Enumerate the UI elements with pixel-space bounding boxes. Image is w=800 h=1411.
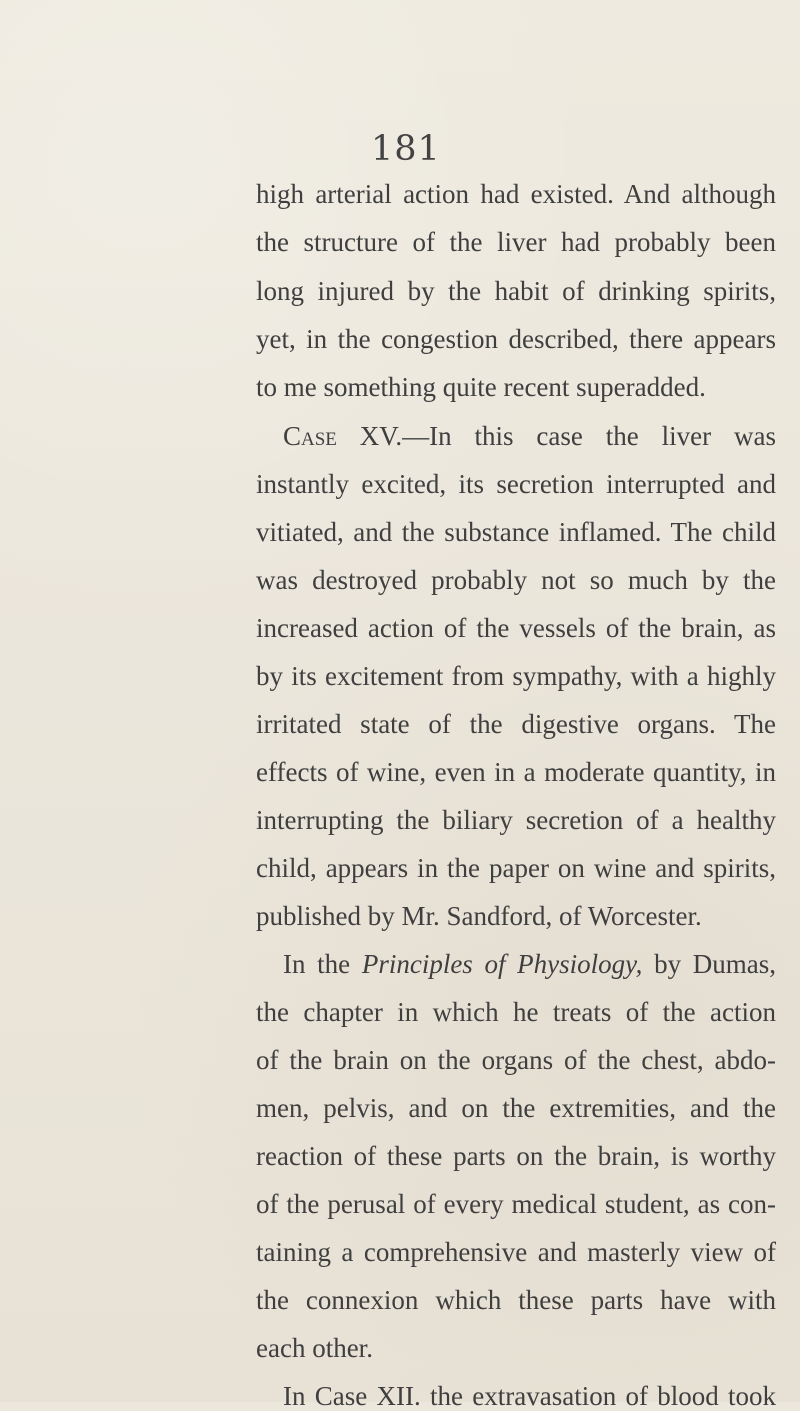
text-line: to me something quite recent superadded. — [256, 372, 706, 402]
reference-prefix: In the — [283, 949, 362, 979]
text-line: each other. — [256, 1333, 373, 1363]
text-line: published by Mr. Sandford, of Worcester. — [256, 901, 702, 931]
text-line: reaction of these parts on the brain, is worthy — [256, 1141, 776, 1171]
text-line: high arterial action had existed. And although — [256, 179, 776, 209]
text-line: of the brain on the organs of the chest, abdo- — [256, 1045, 776, 1075]
text-line: taining a comprehensive and masterly view of — [256, 1237, 776, 1267]
reference-line — [283, 951, 776, 978]
text-line: child, appears in the paper on wine and spirits, — [256, 853, 776, 883]
case-heading-text: XV.—In this case the liver was — [336, 421, 776, 451]
book-title: Principles of Physiology, — [361, 949, 643, 979]
text-line: effects of wine, even in a moderate quantity, in — [256, 757, 776, 787]
text-line: men, pelvis, and on the extremities, and the — [256, 1093, 776, 1123]
text-line: was destroyed probably not so much by the — [256, 565, 776, 595]
case-label: Case — [283, 421, 337, 451]
text-line: long injured by the habit of drinking spirits, — [256, 276, 776, 306]
text-line: of the perusal of every medical student, as con- — [256, 1189, 776, 1219]
text-line: irritated state of the digestive organs. The — [256, 709, 776, 739]
text-line: the chapter in which he treats of the action — [256, 997, 776, 1027]
text-line: instantly excited, its secretion interrupted and — [256, 469, 776, 499]
text-line: increased action of the vessels of the brain, as — [256, 613, 776, 643]
text-line: by its excitement from sympathy, with a highly — [256, 661, 776, 691]
case-heading-line — [283, 423, 776, 450]
text-line: vitiated, and the substance inflamed. The child — [256, 517, 776, 547]
text-line: the connexion which these parts have with — [256, 1285, 776, 1315]
reference-suffix: by Dumas, — [642, 949, 776, 979]
text-line: interrupting the biliary secretion of a healthy — [256, 805, 776, 835]
text-line: the structure of the liver had probably been — [256, 227, 776, 257]
page-number: 181 — [371, 129, 441, 169]
text-line: yet, in the congestion described, there appears — [256, 324, 776, 354]
text-line: In Case XII. the extravasation of blood took — [283, 1381, 776, 1411]
